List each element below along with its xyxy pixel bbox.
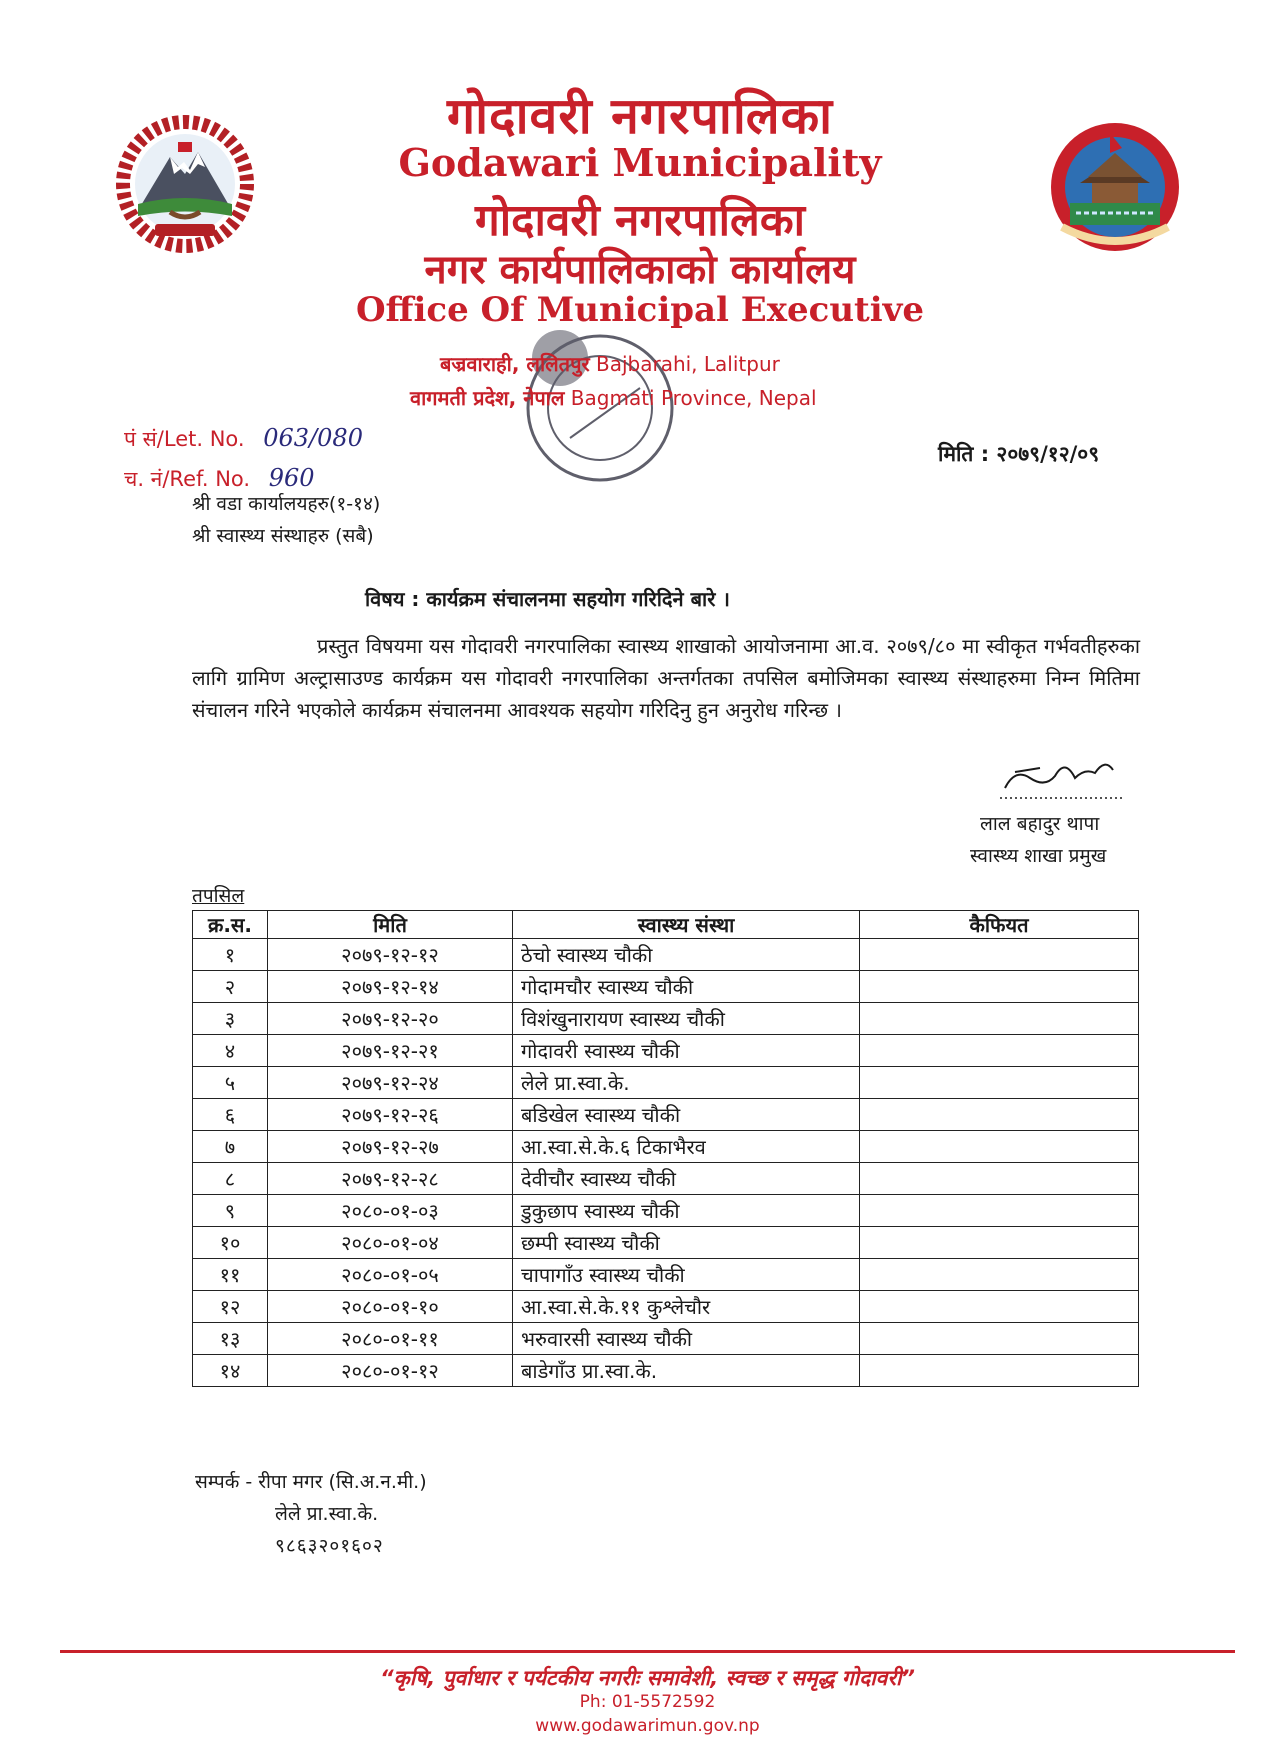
cell-date: २०७९-१२-१२ [268, 939, 513, 971]
table-row [193, 1067, 1139, 1099]
table-row [193, 1003, 1139, 1035]
cell-institution: आ.स्वा.से.के.११ कुश्लेचौर [513, 1291, 860, 1323]
cell-institution: आ.स्वा.से.के.६ टिकाभैरव [513, 1131, 860, 1163]
letter-body: प्रस्तुत विषयमा यस गोदावरी नगरपालिका स्वास्थ्य शाखाको आयोजनामा आ.व. २०७९/८० मा स्वीकृत गर्भवतीहरुका लागि ग्रामिण अल्ट्रासाउण्ड कार्यक्रम यस गोदावरी नगरपालिका अन्तर्गतका तपसिल बमोजिमका स्वास्थ्य संस्थाहरुमा निम्न मितिमा संचालन गरिने भएकोले कार्यक्रम संचालनमा आवश्यक सहयोग गरिदिनु हुन अनुरोध गरिन्छ । [192, 634, 1140, 722]
table-row [193, 1035, 1139, 1067]
cell-date: २०७९-१२-२७ [268, 1131, 513, 1163]
cell-remarks [860, 1067, 1139, 1099]
address-line-2 [410, 384, 817, 411]
cell-date: २०७९-१२-२४ [268, 1067, 513, 1099]
contact-institution: लेले प्रा.स्वा.के. [275, 1503, 379, 1525]
cell-institution: गोदामचौर स्वास्थ्य चौकी [513, 971, 860, 1003]
table-row [193, 1163, 1139, 1195]
cell-serial: ४ [193, 1035, 268, 1067]
cell-date: २०८०-०१-११ [268, 1323, 513, 1355]
cell-serial: ३ [193, 1003, 268, 1035]
header-date: मिति [268, 911, 513, 939]
letter-subject: विषय : कार्यक्रम संचालनमा सहयोग गरिदिने बारे । [365, 587, 730, 611]
signatory-name: लाल बहादुर थापा [980, 813, 1100, 835]
contact-phone: ९८६३२०१६०२ [275, 1535, 384, 1557]
footer-divider [60, 1650, 1235, 1653]
reference-number-value: 960 [268, 464, 315, 492]
cell-date: २०७९-१२-२६ [268, 1099, 513, 1131]
office-name-nepali: नगर कार्यपालिकाको कार्यालय [424, 247, 856, 293]
header-serial: क्र.स. [193, 911, 268, 939]
cell-remarks [860, 939, 1139, 971]
cell-date: २०८०-०१-०४ [268, 1227, 513, 1259]
letter-date: मिति : २०७९/१२/०९ [938, 442, 1100, 466]
cell-institution: बडिखेल स्वास्थ्य चौकी [513, 1099, 860, 1131]
cell-date: २०७९-१२-२१ [268, 1035, 513, 1067]
cell-serial: ८ [193, 1163, 268, 1195]
table-row [193, 1227, 1139, 1259]
cell-institution: चापागाँउ स्वास्थ्य चौकी [513, 1259, 860, 1291]
cell-date: २०८०-०१-०५ [268, 1259, 513, 1291]
cell-remarks [860, 1035, 1139, 1067]
cell-serial: १४ [193, 1355, 268, 1387]
signatory-title: स्वास्थ्य शाखा प्रमुख [970, 845, 1107, 867]
cell-date: २०७९-१२-२० [268, 1003, 513, 1035]
cell-serial: ९ [193, 1195, 268, 1227]
municipality-name-nepali: गोदावरी नगरपालिका [446, 87, 834, 145]
cell-date: २०७९-१२-२८ [268, 1163, 513, 1195]
cell-serial: ७ [193, 1131, 268, 1163]
table-row [193, 971, 1139, 1003]
cell-serial: १० [193, 1227, 268, 1259]
cell-serial: २ [193, 971, 268, 1003]
cell-serial: १३ [193, 1323, 268, 1355]
cell-remarks [860, 1163, 1139, 1195]
cell-remarks [860, 1195, 1139, 1227]
cell-remarks [860, 1131, 1139, 1163]
table-row [193, 1099, 1139, 1131]
table-row [193, 1131, 1139, 1163]
header-remarks: कैफियत [860, 911, 1139, 939]
recipient-line-1: श्री वडा कार्यालयहरु(१-१४) [192, 493, 381, 515]
nepal-emblem-icon [110, 112, 260, 262]
office-name-english: Office Of Municipal Executive [355, 290, 925, 330]
contact-person: सम्पर्क - रीपा मगर (सि.अ.न.मी.) [195, 1471, 427, 1493]
recipient-line-2: श्री स्वास्थ्य संस्थाहरु (सबै) [192, 525, 374, 547]
reference-number [124, 464, 315, 493]
cell-remarks [860, 1291, 1139, 1323]
cell-date: २०७९-१२-१४ [268, 971, 513, 1003]
address-line-1 [440, 350, 780, 377]
cell-date: २०८०-०१-१० [268, 1291, 513, 1323]
municipality-name-newari: गोदावरी नगरपालिका [474, 195, 806, 246]
table-row [193, 939, 1139, 971]
cell-remarks [860, 1323, 1139, 1355]
table-row [193, 1323, 1139, 1355]
address-line-1-nepali: बज्रवाराही, ललितपुर [440, 352, 590, 376]
cell-date: २०८०-०१-१२ [268, 1355, 513, 1387]
cell-institution: विशंखुनारायण स्वास्थ्य चौकी [513, 1003, 860, 1035]
cell-remarks [860, 1003, 1139, 1035]
cell-institution: छम्पी स्वास्थ्य चौकी [513, 1227, 860, 1259]
cell-serial: ११ [193, 1259, 268, 1291]
letter-number [124, 424, 363, 453]
footer-website: www.godawarimun.gov.np [535, 1716, 760, 1736]
cell-institution: भरुवारसी स्वास्थ्य चौकी [513, 1323, 860, 1355]
schedule-table [192, 910, 1139, 1387]
cell-serial: ५ [193, 1067, 268, 1099]
footer-phone: Ph: 01-5572592 [579, 1692, 716, 1712]
letter-number-label: पं सं/Let. No. [124, 427, 245, 451]
cell-institution: लेले प्रा.स्वा.के. [513, 1067, 860, 1099]
cell-institution: डुकुछाप स्वास्थ्य चौकी [513, 1195, 860, 1227]
municipality-logo-icon [1040, 115, 1190, 265]
table-row [193, 1259, 1139, 1291]
table-row [193, 1195, 1139, 1227]
address-line-2-english: Bagmati Province, Nepal [570, 386, 817, 410]
table-row [193, 1291, 1139, 1323]
address-line-2-nepali: वागमती प्रदेश, नेपाल [410, 386, 565, 410]
cell-date: २०८०-०१-०३ [268, 1195, 513, 1227]
cell-institution: ठेचो स्वास्थ्य चौकी [513, 939, 860, 971]
cell-institution: बाडेगाँउ प्रा.स्वा.के. [513, 1355, 860, 1387]
reference-number-label: च. नं/Ref. No. [124, 467, 251, 491]
municipality-name-english: Godawari Municipality [398, 140, 882, 185]
cell-serial: ६ [193, 1099, 268, 1131]
cell-remarks [860, 1227, 1139, 1259]
schedule-caption: तपसिल [192, 885, 245, 907]
cell-remarks [860, 1259, 1139, 1291]
table-header-row [193, 911, 1139, 939]
signature-icon [995, 748, 1130, 808]
header-health-institution: स्वास्थ्य संस्था [513, 911, 860, 939]
cell-institution: देवीचौर स्वास्थ्य चौकी [513, 1163, 860, 1195]
cell-serial: १२ [193, 1291, 268, 1323]
table-row [193, 1355, 1139, 1387]
cell-remarks [860, 1355, 1139, 1387]
cell-remarks [860, 971, 1139, 1003]
cell-serial: १ [193, 939, 268, 971]
letter-number-value: 063/080 [263, 424, 363, 452]
cell-institution: गोदावरी स्वास्थ्य चौकी [513, 1035, 860, 1067]
cell-remarks [860, 1099, 1139, 1131]
address-line-1-english: Bajbarahi, Lalitpur [595, 352, 780, 376]
footer-slogan: “कृषि, पुर्वाधार र पर्यटकीय नगरीः समावेशी, स्वच्छ र समृद्ध गोदावरी” [380, 1666, 915, 1690]
